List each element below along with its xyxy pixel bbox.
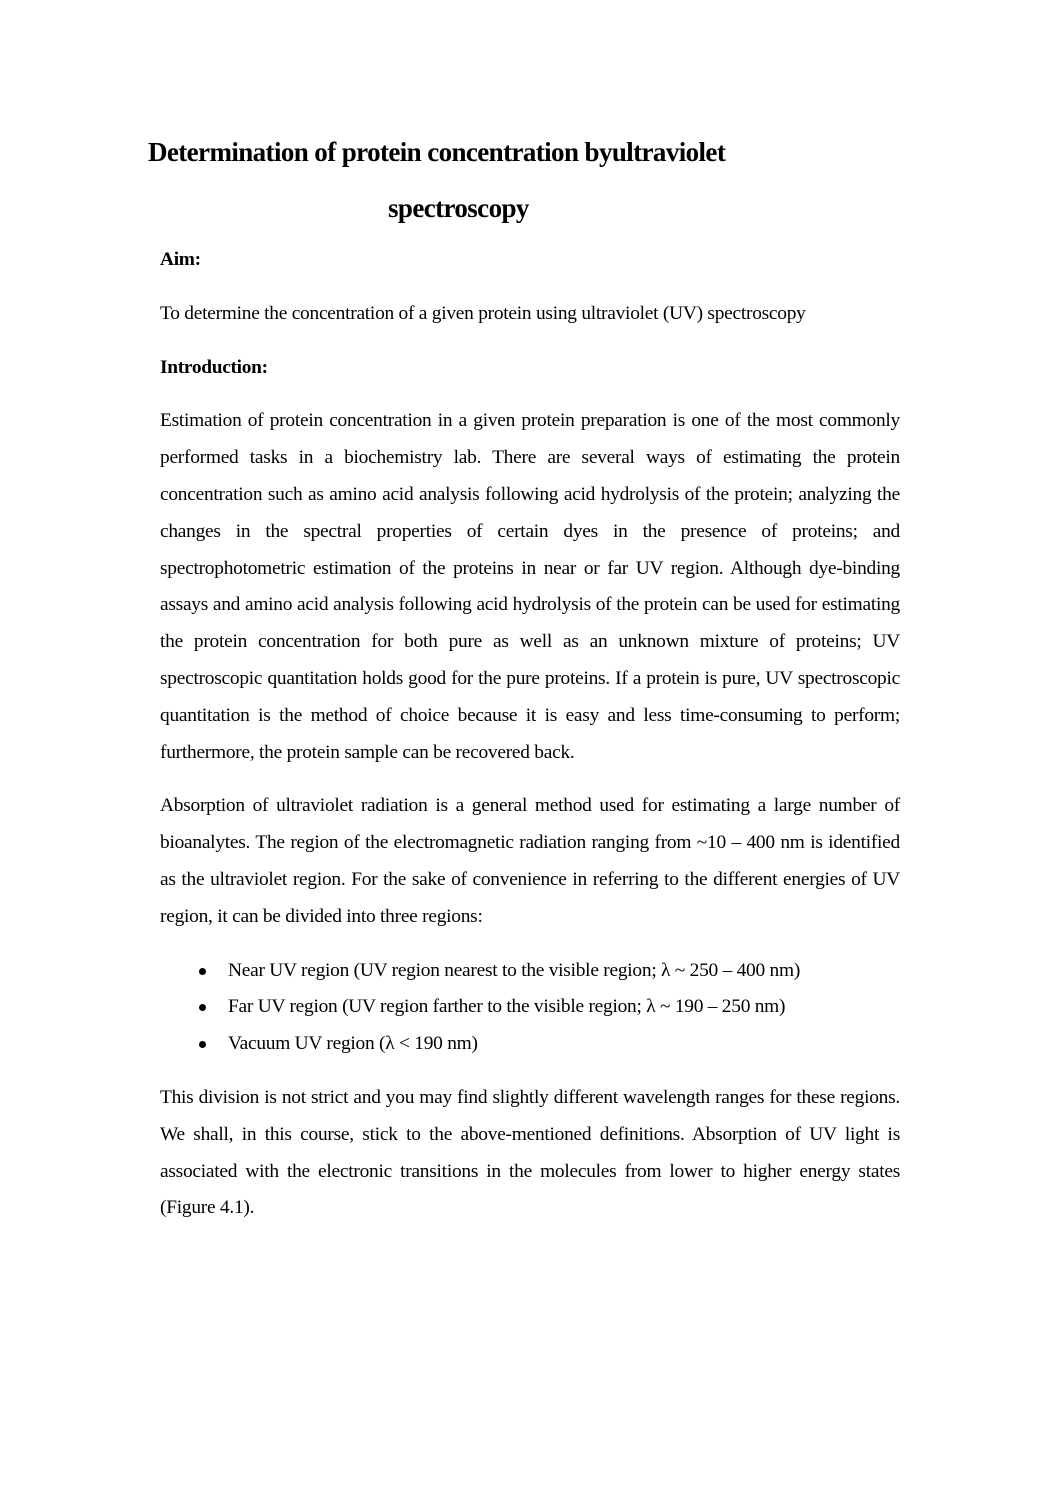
aim-text: To determine the concentration of a given protein using ultraviolet (UV) spectroscopy <box>160 302 806 324</box>
introduction-paragraph-2: Absorption of ultraviolet radiation is a general method used for estimating a large number of bioanalytes. The region of the electromagnetic radiation ranging from ~10 – 400 nm is identified as the ultraviolet region. For the sake of convenience in referring to the different energies of UV region, it can be divided into three regions: <box>160 795 900 927</box>
introduction-section <box>160 350 900 1228</box>
bullet-icon <box>199 1004 206 1011</box>
introduction-paragraph-1: Estimation of protein concentration in a given protein preparation is one of the most commonly performed tasks in a biochemistry lab. There are several ways of estimating the protein concentration such as amino acid analysis following acid hydrolysis of the protein; analyzing the changes in the spectral properties of certain dyes in the presence of proteins; and spectrophotometric estimation of the proteins in near or far UV region. Although dye-binding assays and amino acid analysis following acid hydrolysis of the protein can be used for estimating the protein concentration for both pure as well as an unknown mixture of proteins; UV spectroscopic quantitation holds good for the pure proteins. If a protein is pure, UV spectroscopic quantitation is the method of choice because it is easy and less time-consuming to perform; furthermore, the protein sample can be recovered back. <box>160 410 900 763</box>
document-title <box>148 124 798 236</box>
list-item <box>160 953 900 990</box>
list-item-text: Near UV region (UV region nearest to the visible region; λ ~ 250 – 400 nm) <box>228 959 801 981</box>
list-item <box>160 1026 900 1063</box>
title-line-2: spectroscopy <box>388 193 529 223</box>
list-item-text: Vacuum UV region (λ < 190 nm) <box>228 1033 478 1055</box>
introduction-paragraph-3: This division is not strict and you may find slightly different wavelength ranges for these regions. We shall, in this course, stick to the above-mentioned definitions. Absorption of UV light is associated with the electronic transitions in the molecules from lower to higher energy states (Figure 4.1). <box>160 1086 900 1219</box>
uv-regions-list <box>160 953 900 1063</box>
aim-section <box>160 242 900 333</box>
bullet-icon <box>199 1041 206 1048</box>
list-item <box>160 989 900 1026</box>
bullet-icon <box>199 968 206 975</box>
introduction-heading: Introduction: <box>160 356 268 378</box>
document-body <box>160 242 900 1244</box>
title-line-1: Determination of protein concentration byultraviolet <box>148 137 726 167</box>
list-item-text: Far UV region (UV region farther to the visible region; λ ~ 190 – 250 nm) <box>228 996 786 1018</box>
aim-heading: Aim: <box>160 249 201 270</box>
